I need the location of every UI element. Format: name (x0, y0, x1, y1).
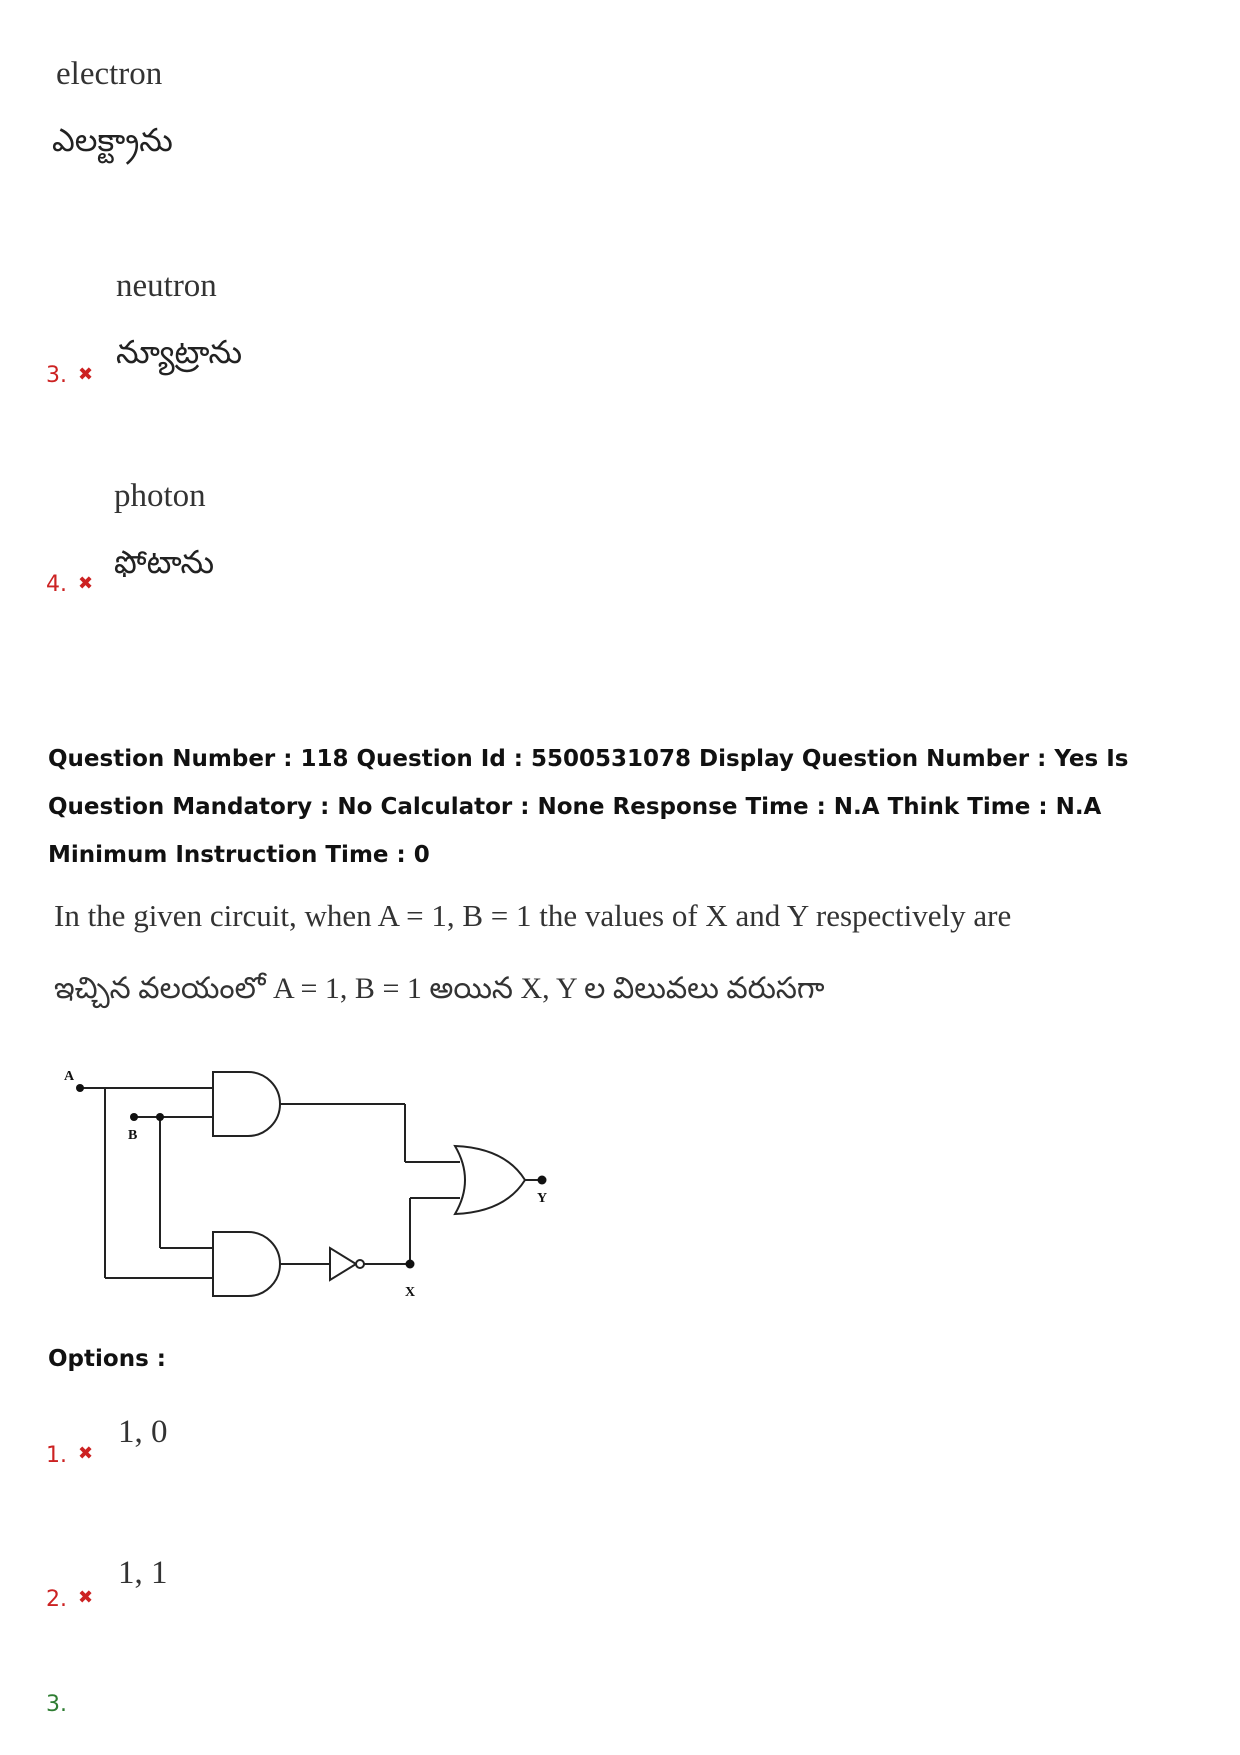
option-3-wrong-icon: ✖ (78, 364, 94, 385)
option-4-number: 4. (46, 572, 67, 597)
not-gate (330, 1248, 356, 1280)
options-label: Options : (48, 1346, 166, 1372)
and-gate-lower (213, 1232, 280, 1296)
option-photon-english: photon (114, 478, 206, 514)
option-1-wrong-icon: ✖ (78, 1443, 94, 1464)
option-2-value: 1, 1 (118, 1555, 168, 1591)
or-gate (455, 1146, 525, 1214)
option-1-number: 1. (46, 1443, 67, 1468)
option-4-wrong-icon: ✖ (78, 573, 94, 594)
node-y (538, 1176, 547, 1185)
option-neutron-english: neutron (116, 268, 217, 304)
option-3-number-next: 3. (46, 1692, 67, 1717)
option-1-value: 1, 0 (118, 1414, 168, 1450)
option-electron-telugu: ఎలక్ట్రాను (52, 122, 173, 158)
label-y: Y (537, 1191, 548, 1206)
label-x: X (405, 1285, 416, 1300)
question-metadata: Question Number : 118 Question Id : 5500531078 Display Question Number : Yes Is Question Mandatory : No Calculator : None Response Time : N.A Think Time : N.A Minimum Instruction Time : 0 (48, 746, 1129, 868)
option-photon-telugu: ఫోటాను (114, 544, 215, 580)
option-neutron-telugu: న్యూట్రాను (116, 334, 243, 370)
option-electron-english: electron (56, 56, 163, 92)
option-2-number: 2. (46, 1587, 67, 1612)
label-a: A (64, 1069, 75, 1084)
option-3-number: 3. (46, 363, 67, 388)
question-text-english: In the given circuit, when A = 1, B = 1 the values of X and Y respectively are (54, 898, 1012, 933)
node-x (406, 1260, 415, 1269)
node-a (76, 1084, 84, 1092)
option-2-wrong-icon: ✖ (78, 1587, 94, 1608)
logic-circuit-diagram (50, 1060, 570, 1315)
and-gate-upper (213, 1072, 280, 1136)
node-b (130, 1113, 138, 1121)
label-b: B (128, 1128, 138, 1143)
question-text-telugu: ఇచ్చిన వలయంలో A = 1, B = 1 అయిన X, Y ల విలువలు వరుసగా (54, 972, 825, 1005)
